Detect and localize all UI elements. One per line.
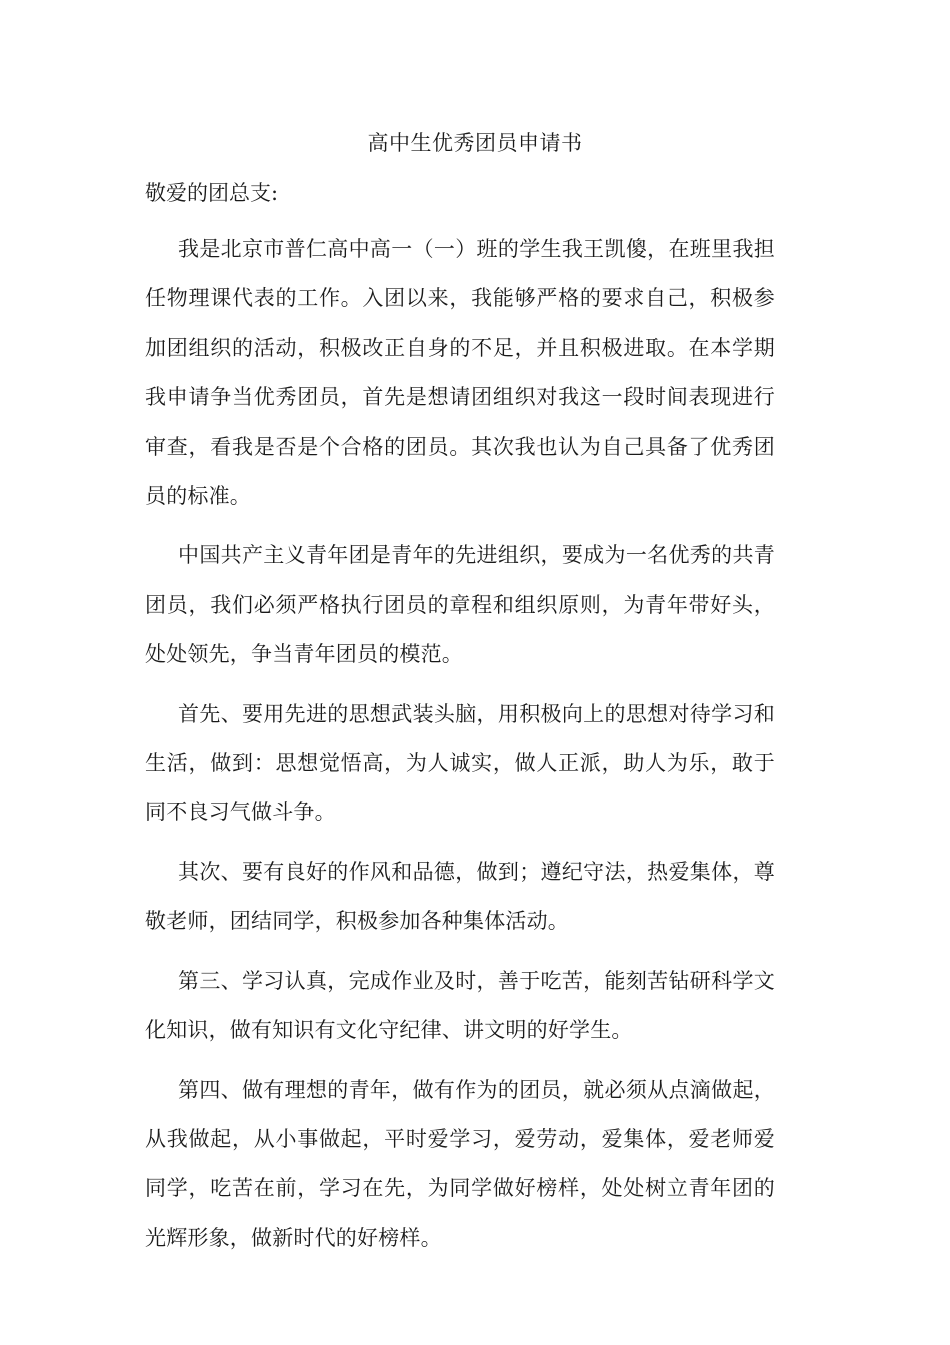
paragraph-5: 第三、学习认真，完成作业及时，善于吃苦，能刻苦钻研科学文化知识，做有知识有文化守纪律、讲文明的好学生。 — [145, 968, 775, 1043]
paragraph-4: 其次、要有良好的作风和品德，做到；遵纪守法，热爱集体，尊敬老师，团结同学，积极参加各种集体活动。 — [145, 859, 775, 934]
paragraph-3: 首先、要用先进的思想武装头脑，用积极向上的思想对待学习和生活，做到：思想觉悟高，为人诚实，做人正派，助人为乐，敢于同不良习气做斗争。 — [145, 701, 775, 825]
paragraph-1: 我是北京市普仁高中高一（一）班的学生我王凯傻，在班里我担任物理课代表的工作。入团以来，我能够严格的要求自己，积极参加团组织的活动，积极改正自身的不足，并且积极进取。在本学期我申请争当优秀团员，首先是想请团组织对我这一段时间表现进行审查，看我是否是个合格的团员。其次我也认为自己具备了优秀团员的标准。 — [145, 237, 775, 509]
document-title: 高中生优秀团员申请书 — [367, 131, 583, 155]
salutation: 敬爱的团总支: — [145, 181, 279, 205]
paragraph-6: 第四、做有理想的青年，做有作为的团员，就必须从点滴做起，从我做起，从小事做起，平时爱学习，爱劳动，爱集体，爱老师爱同学，吃苦在前，学习在先，为同学做好榜样，处处树立青年团的光辉形象，做新时代的好榜样。 — [145, 1077, 775, 1250]
paragraph-2: 中国共产主义青年团是青年的先进组织，要成为一名优秀的共青团员，我们必须严格执行团员的章程和组织原则，为青年带好头，处处领先，争当青年团员的模范。 — [145, 543, 775, 667]
document-body — [145, 225, 775, 1273]
